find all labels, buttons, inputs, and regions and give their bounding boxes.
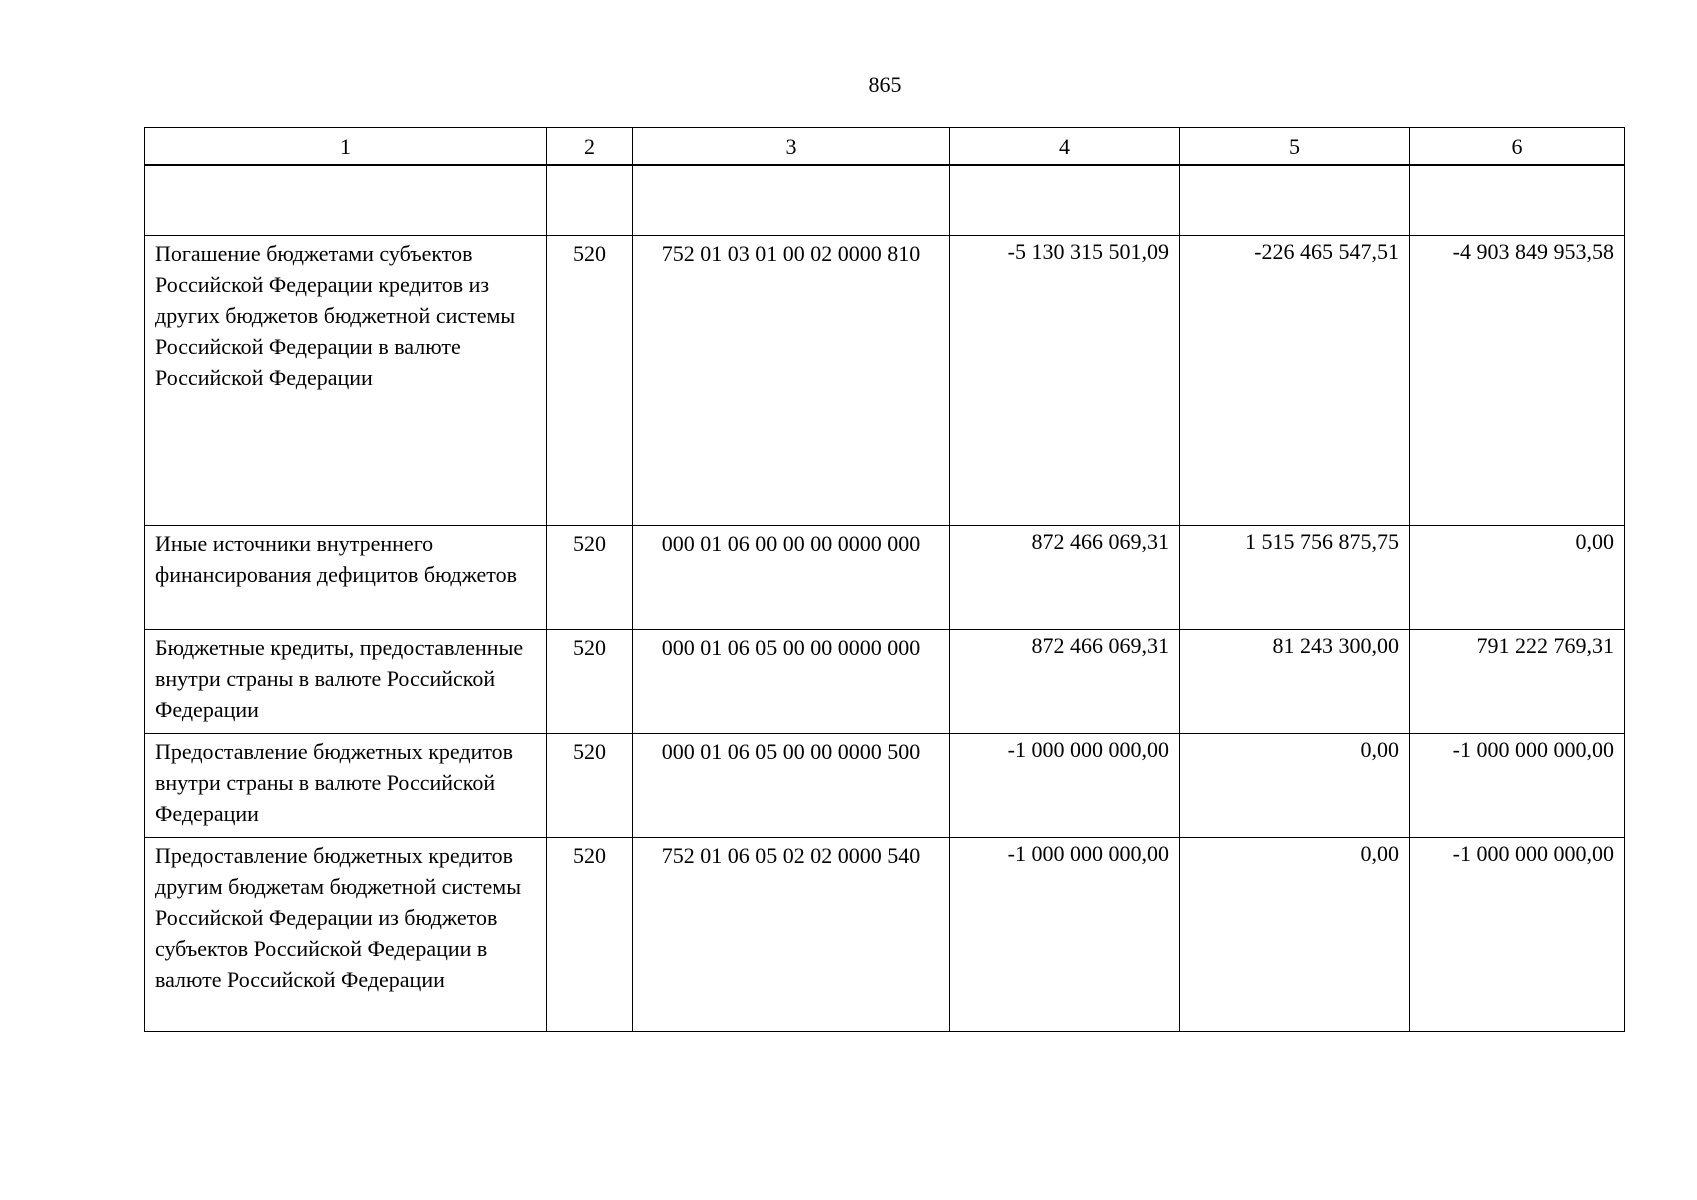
column-header-3: 3 [633, 128, 950, 166]
row-code-cell: 520 [547, 838, 633, 1032]
row-value-col6: 0,00 [1410, 526, 1625, 630]
column-header-5: 5 [1180, 128, 1410, 166]
column-header-6: 6 [1410, 128, 1625, 166]
row-name-cell: Иные источники внутреннего финансирования дефицитов бюджетов [145, 526, 547, 630]
row-code-cell: 520 [547, 236, 633, 526]
row-code-cell: 520 [547, 526, 633, 630]
page-number: 865 [868, 72, 902, 97]
row-value-col5: 81 243 300,00 [1180, 630, 1410, 734]
row-value-col4: 872 466 069,31 [950, 630, 1180, 734]
row-kbk-cell: 000 01 06 05 00 00 0000 000 [633, 630, 950, 734]
row-value-col4: -1 000 000 000,00 [950, 734, 1180, 838]
row-value-col6: 791 222 769,31 [1410, 630, 1625, 734]
row-value-col5: 0,00 [1180, 838, 1410, 1032]
table-row [145, 734, 1625, 838]
row-value-col4 [950, 165, 1180, 236]
row-kbk-cell: 752 01 06 05 02 02 0000 540 [633, 838, 950, 1032]
row-value-col6 [1410, 165, 1625, 236]
table-header-row [145, 128, 1625, 166]
row-value-col6: -1 000 000 000,00 [1410, 838, 1625, 1032]
row-kbk-cell: 752 01 03 01 00 02 0000 810 [633, 236, 950, 526]
row-value-col5: 0,00 [1180, 734, 1410, 838]
row-name-cell: Погашение бюджетами субъектов Российской Федерации кредитов из других бюджетов бюджетной системы Российской Федерации в валюте Российской Федерации [145, 236, 547, 526]
row-kbk-cell [633, 165, 950, 236]
table-row [145, 526, 1625, 630]
row-code-cell: 520 [547, 734, 633, 838]
row-value-col4: 872 466 069,31 [950, 526, 1180, 630]
row-kbk-cell: 000 01 06 00 00 00 0000 000 [633, 526, 950, 630]
row-code-cell [547, 165, 633, 236]
row-value-col6: -1 000 000 000,00 [1410, 734, 1625, 838]
row-name-cell [145, 165, 547, 236]
row-value-col5 [1180, 165, 1410, 236]
row-name-cell: Предоставление бюджетных кредитов другим бюджетам бюджетной системы Российской Федерации из бюджетов субъектов Российской Федерации в валюте Российской Федерации [145, 838, 547, 1032]
row-value-col6: -4 903 849 953,58 [1410, 236, 1625, 526]
row-name-cell: Предоставление бюджетных кредитов внутри страны в валюте Российской Федерации [145, 734, 547, 838]
column-header-2: 2 [547, 128, 633, 166]
table-row [145, 165, 1625, 236]
row-name-cell: Бюджетные кредиты, предоставленные внутри страны в валюте Российской Федерации [145, 630, 547, 734]
row-value-col5: 1 515 756 875,75 [1180, 526, 1410, 630]
table-row [145, 236, 1625, 526]
row-value-col5: -226 465 547,51 [1180, 236, 1410, 526]
column-header-4: 4 [950, 128, 1180, 166]
row-value-col4: -5 130 315 501,09 [950, 236, 1180, 526]
row-code-cell: 520 [547, 630, 633, 734]
row-kbk-cell: 000 01 06 05 00 00 0000 500 [633, 734, 950, 838]
table-row [145, 838, 1625, 1032]
table-row [145, 630, 1625, 734]
budget-sources-table [144, 127, 1625, 1032]
column-header-1: 1 [145, 128, 547, 166]
row-value-col4: -1 000 000 000,00 [950, 838, 1180, 1032]
